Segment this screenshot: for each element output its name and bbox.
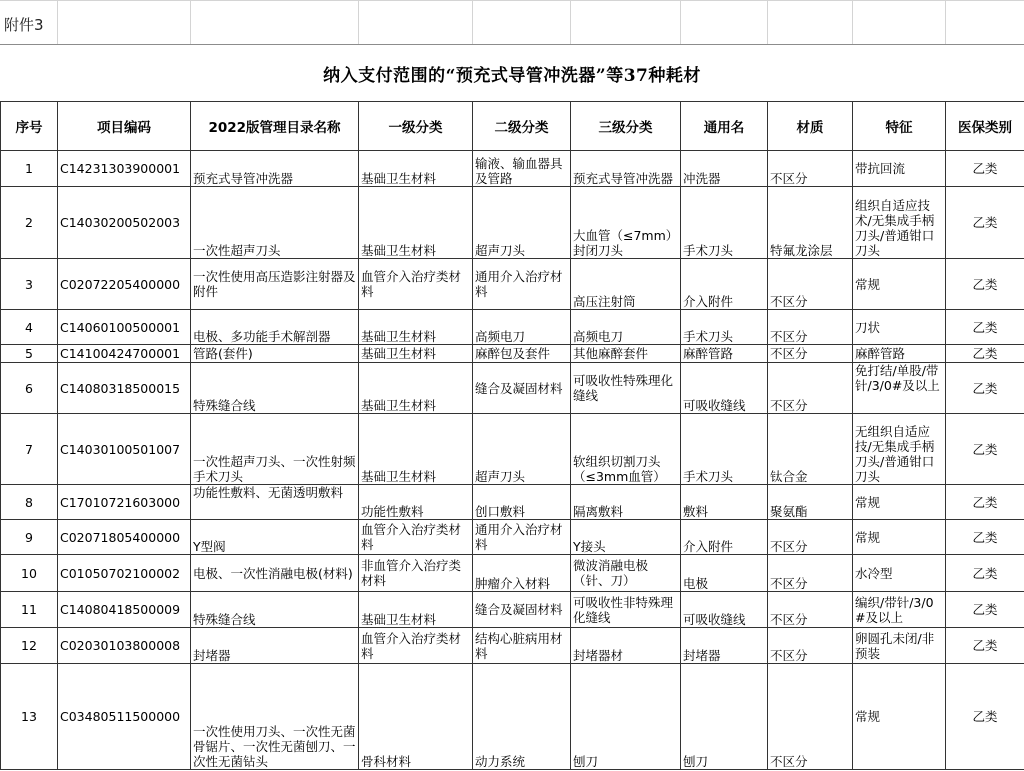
cell-feature[interactable]: 卵圆孔未闭/非预装 bbox=[853, 628, 946, 664]
cell-code[interactable]: C14080418500009 bbox=[58, 592, 191, 628]
cell-code[interactable]: C14030100501007 bbox=[58, 414, 191, 485]
cell-category[interactable]: 乙类 bbox=[946, 485, 1024, 520]
table-row bbox=[1, 310, 1024, 345]
cell-material[interactable]: 聚氨酯 bbox=[768, 485, 853, 520]
cell-cat1[interactable]: 骨科材料 bbox=[359, 664, 473, 770]
cell-cat3[interactable]: 大血管（≤7mm）封闭刀头 bbox=[571, 187, 681, 259]
cell-category[interactable]: 乙类 bbox=[946, 414, 1024, 485]
grid-line bbox=[57, 0, 58, 44]
header-cell-category[interactable]: 医保类别 bbox=[946, 102, 1024, 151]
table-row bbox=[1, 414, 1024, 485]
header-cell-code[interactable]: 项目编码 bbox=[58, 102, 191, 151]
cell-generic[interactable]: 可吸收缝线 bbox=[681, 592, 768, 628]
cell-category[interactable]: 乙类 bbox=[946, 664, 1024, 770]
table-row bbox=[1, 520, 1024, 555]
cell-feature[interactable]: 免打结/单股/带针/3/0#及以上 bbox=[853, 363, 946, 414]
cell-category[interactable]: 乙类 bbox=[946, 151, 1024, 187]
cell-no[interactable]: 2 bbox=[1, 187, 58, 259]
cell-cat2[interactable]: 高频电刀 bbox=[473, 310, 571, 345]
cell-no[interactable]: 9 bbox=[1, 520, 58, 555]
cell-name[interactable]: 一次性使用刀头、一次性无菌骨锯片、一次性无菌刨刀、一次性无菌钻头 bbox=[191, 664, 359, 770]
cell-name[interactable]: 管路(套件) bbox=[191, 345, 359, 363]
cell-material[interactable]: 不区分 bbox=[768, 310, 853, 345]
cell-feature[interactable]: 常规 bbox=[853, 485, 946, 520]
cell-generic[interactable]: 封堵器 bbox=[681, 628, 768, 664]
cell-material[interactable]: 不区分 bbox=[768, 151, 853, 187]
cell-no[interactable]: 7 bbox=[1, 414, 58, 485]
cell-cat1[interactable]: 基础卫生材料 bbox=[359, 345, 473, 363]
cell-name[interactable]: Y型阀 bbox=[191, 520, 359, 555]
table-row bbox=[1, 664, 1024, 770]
cell-cat3[interactable]: 封堵器材 bbox=[571, 628, 681, 664]
header-cell-cat2[interactable]: 二级分类 bbox=[473, 102, 571, 151]
cell-cat1[interactable]: 基础卫生材料 bbox=[359, 151, 473, 187]
document-title[interactable]: 纳入支付范围的“预充式导管冲洗器”等37种耗材 bbox=[0, 44, 1024, 101]
cell-cat2[interactable]: 超声刀头 bbox=[473, 414, 571, 485]
cell-no[interactable]: 4 bbox=[1, 310, 58, 345]
cell-generic[interactable]: 敷料 bbox=[681, 485, 768, 520]
cell-cat2[interactable]: 通用介入治疗材料 bbox=[473, 259, 571, 310]
cell-material[interactable]: 不区分 bbox=[768, 520, 853, 555]
cell-feature[interactable]: 带抗回流 bbox=[853, 151, 946, 187]
table-row bbox=[1, 363, 1024, 414]
cell-feature[interactable]: 无组织自适应技/无集成手柄刀头/普通钳口刀头 bbox=[853, 414, 946, 485]
cell-cat2[interactable]: 创口敷料 bbox=[473, 485, 571, 520]
grid-line bbox=[0, 0, 1024, 1]
header-cell-cat1[interactable]: 一级分类 bbox=[359, 102, 473, 151]
cell-cat3[interactable]: 可吸收性非特殊理化缝线 bbox=[571, 592, 681, 628]
cell-cat1[interactable]: 基础卫生材料 bbox=[359, 363, 473, 414]
cell-cat1[interactable]: 基础卫生材料 bbox=[359, 414, 473, 485]
cell-cat2[interactable]: 缝合及凝固材料 bbox=[473, 592, 571, 628]
cell-feature[interactable]: 常规 bbox=[853, 664, 946, 770]
cell-generic[interactable]: 手术刀头 bbox=[681, 187, 768, 259]
grid-line bbox=[570, 0, 571, 44]
cell-name[interactable]: 特殊缝合线 bbox=[191, 363, 359, 414]
header-cell-no[interactable]: 序号 bbox=[1, 102, 58, 151]
grid-line bbox=[852, 0, 853, 44]
cell-no[interactable]: 5 bbox=[1, 345, 58, 363]
cell-cat2[interactable]: 麻醉包及套件 bbox=[473, 345, 571, 363]
cell-cat3[interactable]: 软组织切割刀头（≤3mm血管） bbox=[571, 414, 681, 485]
cell-cat3[interactable]: 可吸收性特殊理化缝线 bbox=[571, 363, 681, 414]
table-row bbox=[1, 259, 1024, 310]
cell-material[interactable]: 不区分 bbox=[768, 345, 853, 363]
cell-cat3[interactable]: Y接头 bbox=[571, 520, 681, 555]
cell-code[interactable]: C03480511500000 bbox=[58, 664, 191, 770]
cell-generic[interactable]: 手术刀头 bbox=[681, 310, 768, 345]
cell-cat2[interactable]: 结构心脏病用材料 bbox=[473, 628, 571, 664]
cell-generic[interactable]: 介入附件 bbox=[681, 520, 768, 555]
table-row bbox=[1, 485, 1024, 520]
cell-category[interactable]: 乙类 bbox=[946, 520, 1024, 555]
cell-cat2[interactable]: 动力系统 bbox=[473, 664, 571, 770]
cell-code[interactable]: C17010721603000 bbox=[58, 485, 191, 520]
cell-cat1[interactable]: 基础卫生材料 bbox=[359, 187, 473, 259]
cell-generic[interactable]: 刨刀 bbox=[681, 664, 768, 770]
cell-no[interactable]: 10 bbox=[1, 555, 58, 592]
cell-cat3[interactable]: 预充式导管冲洗器 bbox=[571, 151, 681, 187]
header-row bbox=[1, 102, 1024, 151]
grid-line bbox=[190, 0, 191, 44]
cell-name[interactable]: 封堵器 bbox=[191, 628, 359, 664]
cell-feature[interactable]: 刀状 bbox=[853, 310, 946, 345]
cell-name[interactable]: 功能性敷料、无菌透明敷料 bbox=[191, 485, 359, 520]
grid-line bbox=[358, 0, 359, 44]
cell-no[interactable]: 12 bbox=[1, 628, 58, 664]
cell-cat2[interactable]: 超声刀头 bbox=[473, 187, 571, 259]
cell-code[interactable]: C02072205400000 bbox=[58, 259, 191, 310]
cell-no[interactable]: 8 bbox=[1, 485, 58, 520]
table-row bbox=[1, 555, 1024, 592]
cell-feature[interactable]: 编织/带针/3/0#及以上 bbox=[853, 592, 946, 628]
cell-cat1[interactable]: 非血管介入治疗类材料 bbox=[359, 555, 473, 592]
cell-cat1[interactable]: 基础卫生材料 bbox=[359, 310, 473, 345]
cell-code[interactable]: C14100424700001 bbox=[58, 345, 191, 363]
cell-category[interactable]: 乙类 bbox=[946, 555, 1024, 592]
table-row bbox=[1, 345, 1024, 363]
cell-cat1[interactable]: 血管介入治疗类材料 bbox=[359, 259, 473, 310]
cell-code[interactable]: C14231303900001 bbox=[58, 151, 191, 187]
cell-generic[interactable]: 可吸收缝线 bbox=[681, 363, 768, 414]
header-cell-feature[interactable]: 特征 bbox=[853, 102, 946, 151]
cell-feature[interactable]: 常规 bbox=[853, 259, 946, 310]
cell-cat1[interactable]: 基础卫生材料 bbox=[359, 592, 473, 628]
cell-cat2[interactable]: 通用介入治疗材料 bbox=[473, 520, 571, 555]
cell-feature[interactable]: 常规 bbox=[853, 520, 946, 555]
cell-cat3[interactable]: 其他麻醉套件 bbox=[571, 345, 681, 363]
grid-line bbox=[472, 0, 473, 44]
cell-generic[interactable]: 手术刀头 bbox=[681, 414, 768, 485]
table-row bbox=[1, 187, 1024, 259]
cell-material[interactable]: 不区分 bbox=[768, 555, 853, 592]
cell-cat1[interactable]: 血管介入治疗类材料 bbox=[359, 628, 473, 664]
cell-category[interactable]: 乙类 bbox=[946, 592, 1024, 628]
table-row bbox=[1, 628, 1024, 664]
attachment-label[interactable]: 附件3 bbox=[4, 16, 44, 34]
cell-cat3[interactable]: 高压注射筒 bbox=[571, 259, 681, 310]
cell-no[interactable]: 3 bbox=[1, 259, 58, 310]
cell-material[interactable]: 不区分 bbox=[768, 259, 853, 310]
cell-category[interactable]: 乙类 bbox=[946, 628, 1024, 664]
cell-name[interactable]: 一次性使用高压造影注射器及附件 bbox=[191, 259, 359, 310]
cell-code[interactable]: C14080318500015 bbox=[58, 363, 191, 414]
cell-feature[interactable]: 麻醉管路 bbox=[853, 345, 946, 363]
cell-cat2[interactable]: 缝合及凝固材料 bbox=[473, 363, 571, 414]
cell-generic[interactable]: 麻醉管路 bbox=[681, 345, 768, 363]
cell-generic[interactable]: 冲洗器 bbox=[681, 151, 768, 187]
table-row bbox=[1, 592, 1024, 628]
cell-cat3[interactable]: 微波消融电极（针、刀） bbox=[571, 555, 681, 592]
cell-name[interactable]: 电极、一次性消融电极(材料) bbox=[191, 555, 359, 592]
consumables-table bbox=[0, 101, 1024, 770]
cell-generic[interactable]: 介入附件 bbox=[681, 259, 768, 310]
cell-material[interactable]: 不区分 bbox=[768, 592, 853, 628]
cell-cat3[interactable]: 高频电刀 bbox=[571, 310, 681, 345]
cell-material[interactable]: 不区分 bbox=[768, 664, 853, 770]
header-cell-generic[interactable]: 通用名 bbox=[681, 102, 768, 151]
cell-cat2[interactable]: 肿瘤介入材料 bbox=[473, 555, 571, 592]
cell-no[interactable]: 13 bbox=[1, 664, 58, 770]
cell-name[interactable]: 电极、多功能手术解剖器 bbox=[191, 310, 359, 345]
cell-generic[interactable]: 电极 bbox=[681, 555, 768, 592]
cell-material[interactable]: 不区分 bbox=[768, 628, 853, 664]
cell-no[interactable]: 6 bbox=[1, 363, 58, 414]
cell-cat1[interactable]: 功能性敷料 bbox=[359, 485, 473, 520]
cell-code[interactable]: C14060100500001 bbox=[58, 310, 191, 345]
cell-material[interactable]: 钛合金 bbox=[768, 414, 853, 485]
cell-material[interactable]: 特氟龙涂层 bbox=[768, 187, 853, 259]
cell-name[interactable]: 一次性超声刀头 bbox=[191, 187, 359, 259]
grid-line bbox=[767, 0, 768, 44]
cell-name[interactable]: 一次性超声刀头、一次性射频手术刀头 bbox=[191, 414, 359, 485]
cell-code[interactable]: C01050702100002 bbox=[58, 555, 191, 592]
cell-cat3[interactable]: 隔离敷料 bbox=[571, 485, 681, 520]
cell-name[interactable]: 预充式导管冲洗器 bbox=[191, 151, 359, 187]
cell-name[interactable]: 特殊缝合线 bbox=[191, 592, 359, 628]
cell-code[interactable]: C02030103800008 bbox=[58, 628, 191, 664]
cell-code[interactable]: C14030200502003 bbox=[58, 187, 191, 259]
cell-feature[interactable]: 组织自适应技术/无集成手柄刀头/普通钳口刀头 bbox=[853, 187, 946, 259]
header-cell-cat3[interactable]: 三级分类 bbox=[571, 102, 681, 151]
header-cell-material[interactable]: 材质 bbox=[768, 102, 853, 151]
cell-feature[interactable]: 水冷型 bbox=[853, 555, 946, 592]
cell-category[interactable]: 乙类 bbox=[946, 310, 1024, 345]
cell-no[interactable]: 1 bbox=[1, 151, 58, 187]
table-row bbox=[1, 151, 1024, 187]
grid-line bbox=[945, 0, 946, 44]
cell-category[interactable]: 乙类 bbox=[946, 363, 1024, 414]
cell-category[interactable]: 乙类 bbox=[946, 259, 1024, 310]
cell-category[interactable]: 乙类 bbox=[946, 187, 1024, 259]
grid-line bbox=[680, 0, 681, 44]
header-cell-name[interactable]: 2022版管理目录名称 bbox=[191, 102, 359, 151]
cell-code[interactable]: C02071805400000 bbox=[58, 520, 191, 555]
cell-cat2[interactable]: 输液、输血器具及管路 bbox=[473, 151, 571, 187]
cell-cat3[interactable]: 刨刀 bbox=[571, 664, 681, 770]
cell-category[interactable]: 乙类 bbox=[946, 345, 1024, 363]
cell-no[interactable]: 11 bbox=[1, 592, 58, 628]
cell-material[interactable]: 不区分 bbox=[768, 363, 853, 414]
cell-cat1[interactable]: 血管介入治疗类材料 bbox=[359, 520, 473, 555]
